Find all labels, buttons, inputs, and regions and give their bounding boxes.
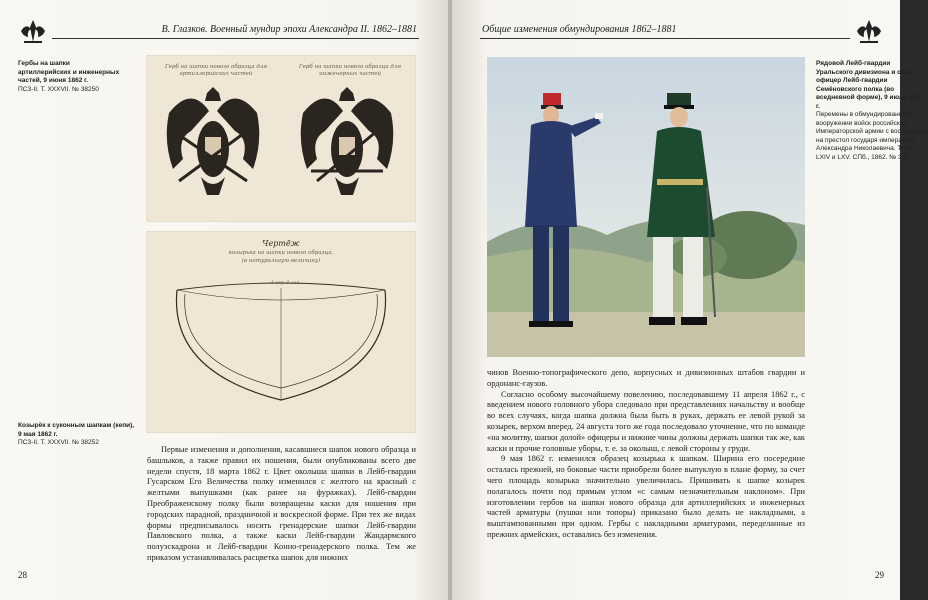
eagle-artillery — [167, 87, 260, 195]
plate-note-engineers: Герб на шапки нового образца для инженерных частей — [298, 64, 402, 77]
plate-note-artillery: Герб на шапки нового образца для артиллерийских частей — [164, 64, 268, 77]
caption-body: Перемены в обмундировании и вооружении войск российской Императорской армии с восшествия на престол государя императора Александра Николаевича. Тетр. LXIV и LXV. СПб., 1862. № 385 — [816, 111, 927, 161]
eagle-engineers — [301, 87, 394, 195]
running-head: В. Глазков. Военный мундир эпохи Александра II. 1862–1881 — [161, 24, 417, 35]
double-headed-eagle-icons — [147, 56, 415, 221]
caption-source: ПСЗ-II. Т. XXXVII. № 38250 — [18, 85, 99, 93]
plate-visor-drawing — [147, 232, 415, 432]
caption-visor — [18, 422, 136, 448]
caption-title: Козырёк к суконным шапкам (кепи), 9 мая 1862 г. — [18, 422, 135, 438]
emblem-icon — [18, 17, 48, 45]
emblem-icon — [854, 17, 884, 45]
plate-drawing-dimension: 4 вер. 9 лин. — [271, 281, 301, 286]
plate-drawing-sub: (в натуральную величину) — [241, 258, 321, 264]
right-page — [452, 0, 927, 600]
paragraph: Первые изменения и дополнения, касавшиеся шапок нового образца и башлыков, а также правил их ношения, были опубликованы всего две недели спустя, 18 марта 1862 г. Цвет околыша шапки в Лейб-гвардии Гусарском Его Величества полку изменился с желтого на красный с желтыми выпушками (как ранее на фуражках). Лейб-гвардии Преображенскому полку были возвращены каски для ношения при городских парадной, праздничной и воскресной форме. При тех же видах формы предписывалось носить гренадерские шапки Лейб-гвардии Павловского полка, а также каски Лейб-гвардии Жандармского полуэскадрона и Лейб-гвардии Конно-гренадерского полка. Тем же приказом устанавливалась расцветка шапок для нижних — [147, 445, 416, 562]
paragraph: Согласно особому высочайшему повелению, последовавшему 11 апреля 1862 г., с введением нового головного убора следовало при представлениях начальству и вообще во всех случаях, когда шапка должна была быть в руках, держать ее левой рукой за козырек, верхом вперед. 24 августа того же года последовало уточнение, что по команде «на молитву, шапки долой» офицеры и нижние чины должны держать шапки так же, как каски и прочие головные уборы, т. е. за околыш, с левой стороны у груди. — [487, 389, 805, 453]
paragraph: 9 мая 1862 г. изменился образец козырька к шапкам. Ширина его посередине осталась прежней, но боковые части приобрели более выпуклую в плане форму, за счет чего площадь козырька значительно увеличилась. Пришивать к шапке козырек полагалось почти под прямым углом «с самым незначительным наклоном». При изготовлении гербов на шапки нового образца для артиллерийских и инженерных частей арматуры (пушки или топоры) приказано было делать не накладными, а выштампованными при одном. Гербы с накладными арматурами, переделанные из прежних армейских, оставались без изменения. — [487, 454, 805, 539]
paragraph: чинов Военно-топографического депо, корпусных и дивизионных штабов гвардии и ордонанс-гаузов. — [487, 368, 805, 388]
plate-drawing-note: козырька на шапки нового образца. — [228, 250, 334, 256]
caption-coats-of-arms — [18, 60, 120, 94]
body-text-right — [487, 368, 805, 541]
visor-outline-drawing — [147, 232, 415, 432]
header-rule — [480, 38, 850, 39]
plate-coats-of-arms — [147, 56, 415, 221]
caption-title: Рядовой Лейб-гвардии Уральского дивизиона и обер-офицер Лейб-гвардии Семёновского полка (во вседневной форме), 9 июля 1862 г. — [816, 60, 924, 110]
caption-painting — [816, 60, 928, 162]
page-number: 28 — [18, 570, 27, 580]
body-text-left — [147, 445, 416, 564]
header-rule — [52, 38, 419, 39]
caption-source: ПСЗ-II. Т. XXXVII. № 38252 — [18, 439, 99, 446]
plate-drawing-title: Чертёж — [262, 239, 300, 248]
page-number: 29 — [875, 570, 884, 580]
caption-title: Гербы на шапки артиллерийских и инженерных частей, 9 июня 1862 г. — [18, 60, 120, 84]
running-head: Общие изменения обмундирования 1862–1881 — [482, 24, 677, 35]
uniform-illustration — [487, 57, 805, 357]
left-page — [0, 0, 449, 600]
